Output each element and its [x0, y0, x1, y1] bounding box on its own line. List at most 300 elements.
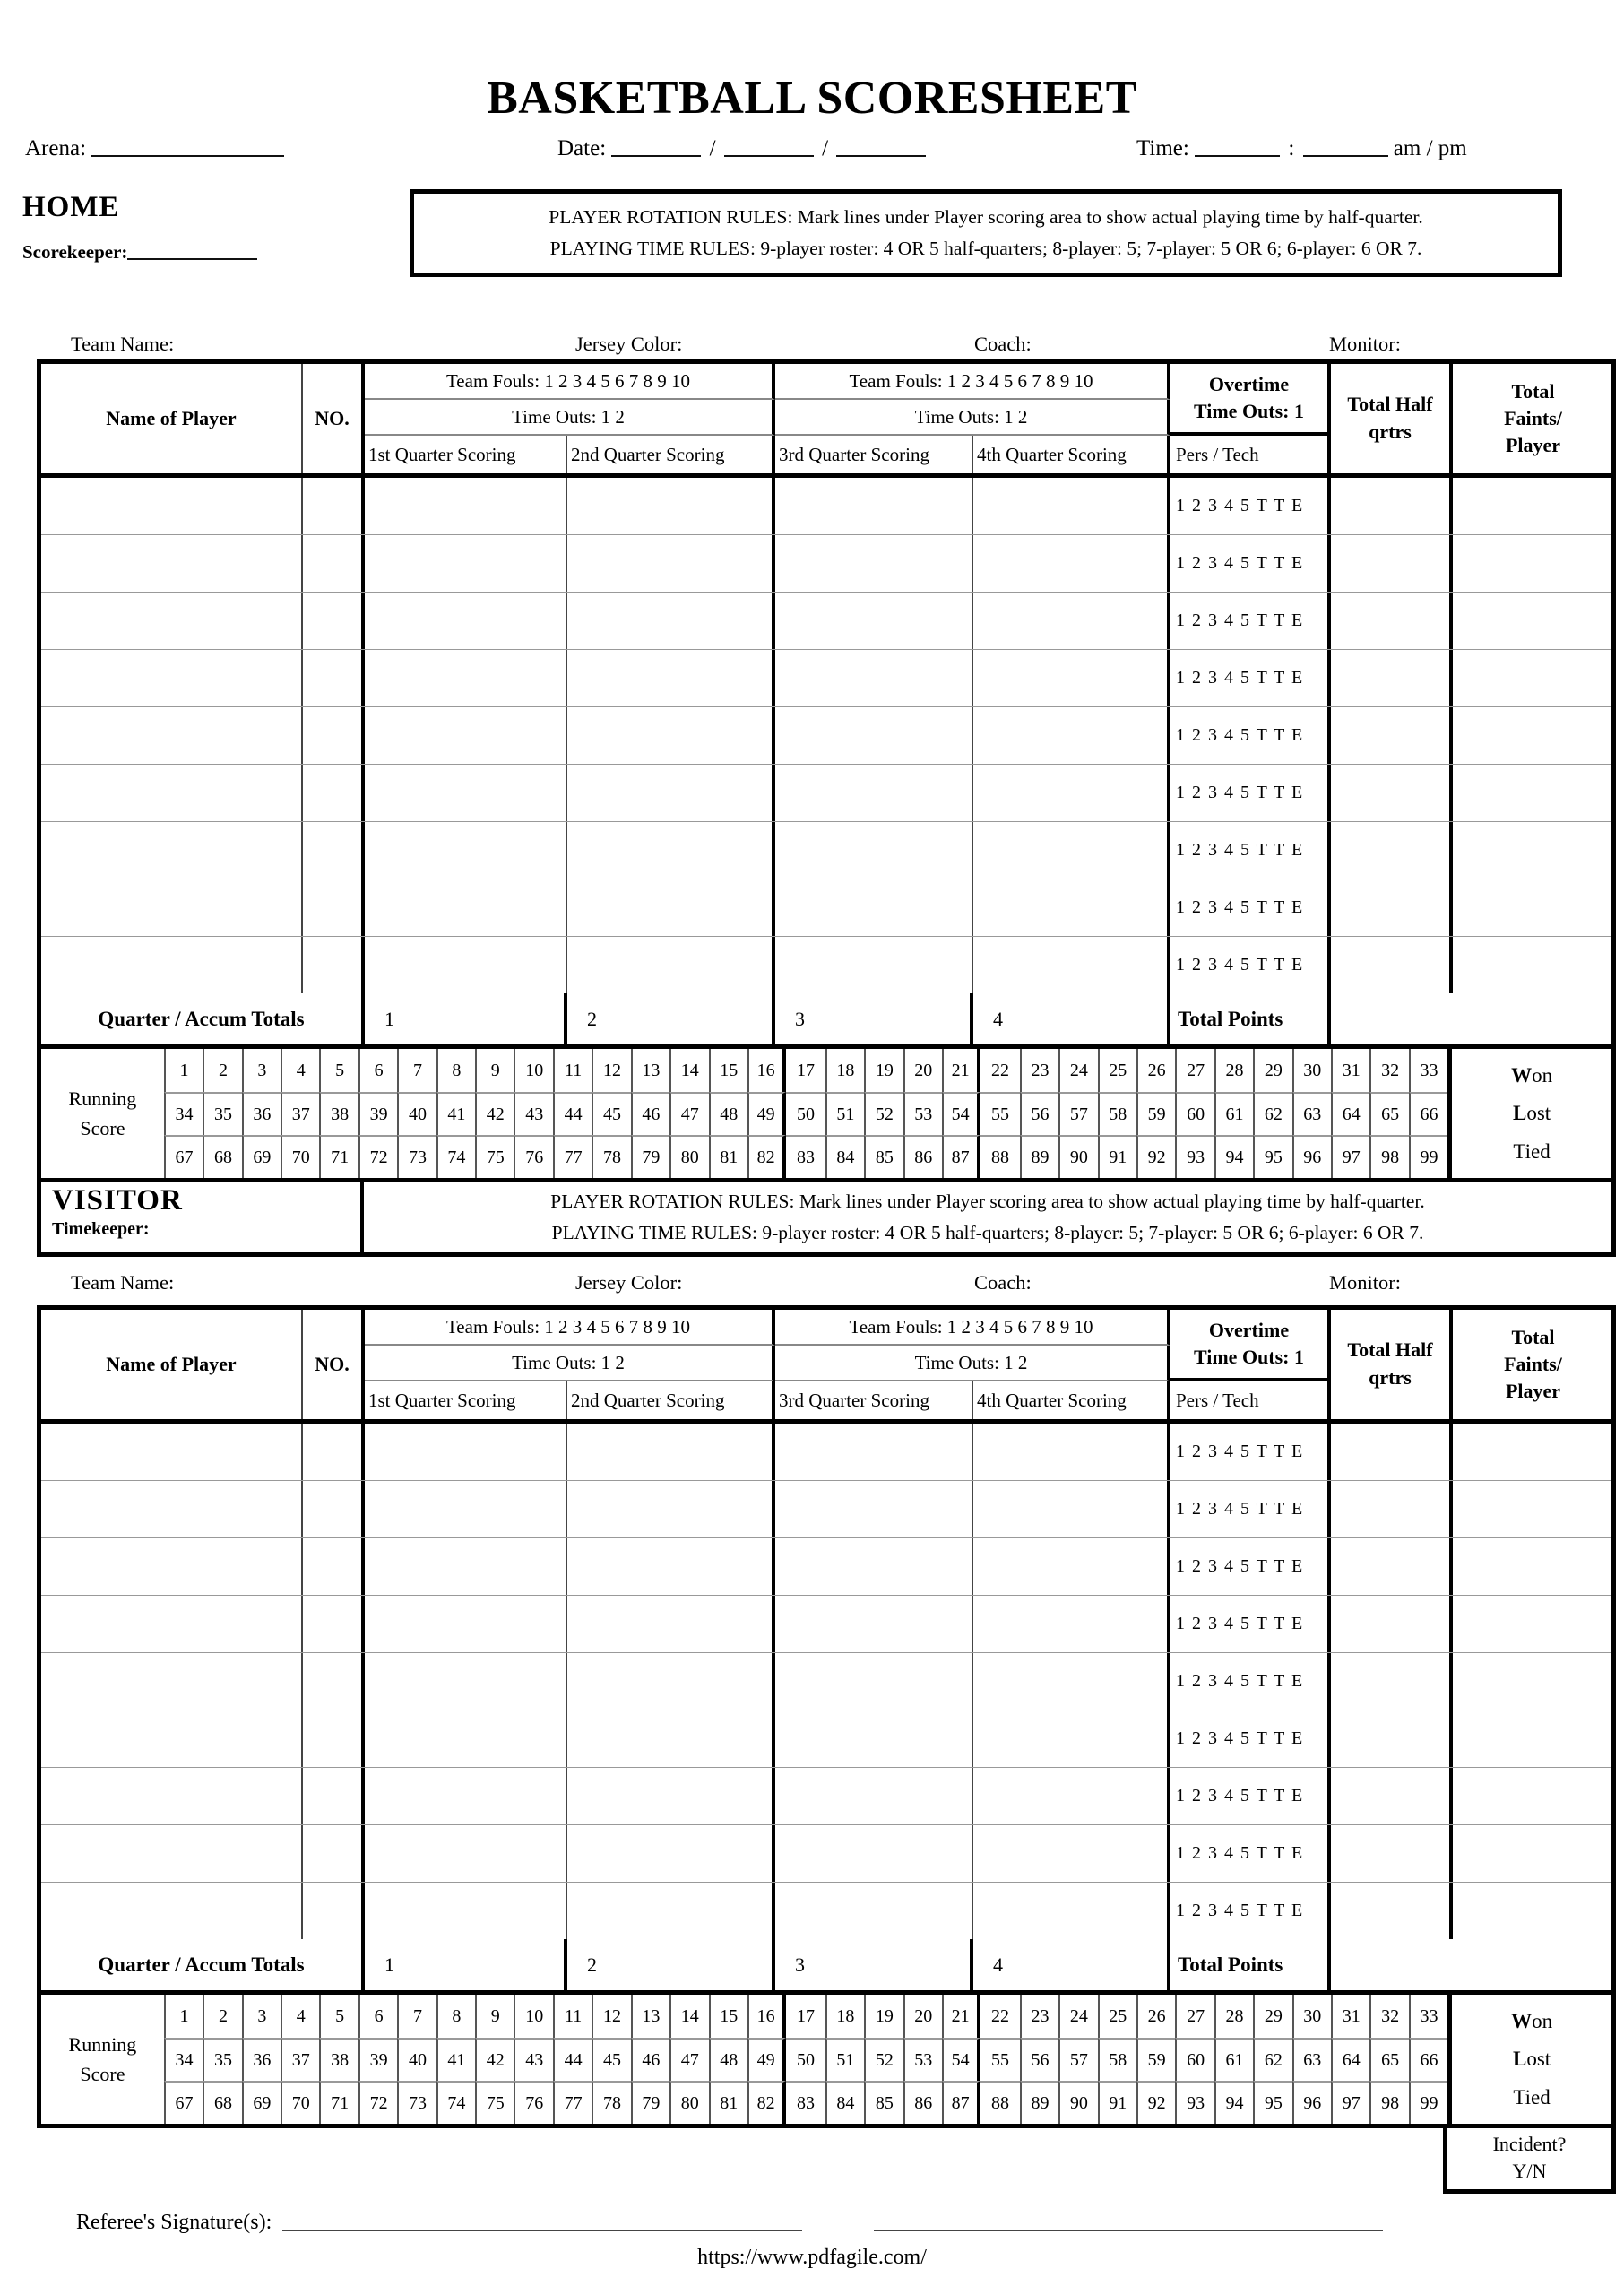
q1-scoring-cell [365, 650, 567, 706]
running-score-number: 35 [203, 1092, 241, 1135]
home-table-header [41, 364, 1611, 478]
running-score-number: 94 [1214, 1135, 1253, 1178]
q1-scoring-cell [365, 593, 567, 649]
running-score-number: 83 [786, 2081, 825, 2124]
personal-fouls-cell: 1 2 3 4 5 T T E [1170, 1768, 1331, 1824]
q3-scoring-cell [775, 937, 973, 993]
running-score-number: 20 [903, 1995, 942, 2038]
home-score-table [37, 359, 1616, 1182]
player-name-cell [41, 593, 303, 649]
running-score-number: 61 [1214, 2038, 1253, 2081]
running-score-number: 37 [281, 1092, 319, 1135]
visitor-label: VISITOR [52, 1184, 183, 1217]
total-faints-cell [1453, 535, 1613, 592]
running-label-line2: Score [80, 1117, 125, 1139]
total-half-cell [1331, 593, 1453, 649]
total-faints-line1: Total [1511, 1326, 1555, 1349]
running-score-number: 66 [1409, 2038, 1447, 2081]
running-score-number: 21 [942, 1995, 980, 2038]
total-half-cell [1331, 1424, 1453, 1480]
running-score-number: 3 [242, 1995, 281, 2038]
name-of-player-header: Name of Player [41, 1310, 303, 1419]
running-score-number: 44 [553, 2038, 592, 2081]
player-name-cell [41, 1596, 303, 1652]
running-score-number: 30 [1292, 1049, 1331, 1092]
time-outs-header-1: Time Outs: 1 2 [365, 400, 775, 436]
running-score-number: 77 [553, 2081, 592, 2124]
total-faints-cell [1453, 1825, 1613, 1882]
running-score-number: 99 [1409, 1135, 1447, 1178]
running-score-number: 17 [797, 2005, 816, 2026]
player-no-cell [303, 1710, 365, 1767]
running-score-number: 27 [1175, 1049, 1214, 1092]
q3-scoring-cell [775, 1481, 973, 1537]
name-of-player-header: Name of Player [41, 364, 303, 473]
total-faints-cell [1453, 1768, 1613, 1824]
player-name-cell [41, 1883, 303, 1939]
running-score-number: 14 [669, 1995, 708, 2038]
running-score-number: 91 [1098, 1135, 1136, 1178]
running-score-number: 67 [164, 1135, 203, 1178]
q1-scoring-cell [365, 1710, 567, 1767]
quarter-1-total-cell: 1 [365, 1939, 567, 1990]
personal-fouls-cell: 1 2 3 4 5 T T E [1170, 1596, 1331, 1652]
q4-scoring-cell [973, 879, 1170, 936]
time-label: Time: [1136, 136, 1189, 160]
roster-row [41, 650, 1611, 707]
q4-scoring-cell [973, 478, 1170, 534]
running-score-number: 2 [203, 1049, 241, 1092]
total-half-cell [1331, 1710, 1453, 1767]
total-points-value-cell [1331, 993, 1613, 1044]
arena-field [25, 134, 284, 161]
pers-tech-header: Pers / Tech [1170, 436, 1331, 473]
running-score-number: 60 [1175, 2038, 1214, 2081]
visitor-score-table [37, 1305, 1616, 2128]
running-score-number: 16 [747, 1995, 786, 2038]
personal-fouls-cell: 1 2 3 4 5 T T E [1170, 1883, 1331, 1939]
total-faints-cell [1453, 1538, 1613, 1595]
total-faints-line3: Player [1505, 1379, 1561, 1402]
running-score-number: 63 [1292, 1092, 1331, 1135]
running-score-number: 98 [1369, 1135, 1408, 1178]
running-score-number: 31 [1331, 1995, 1369, 2038]
quarter-accum-totals-label: Quarter / Accum Totals [41, 1939, 365, 1990]
running-score-number: 69 [242, 2081, 281, 2124]
running-score-number: 84 [825, 2081, 864, 2124]
running-score-number: 27 [1175, 1995, 1214, 2038]
total-half-cell [1331, 822, 1453, 879]
player-no-cell [303, 765, 365, 821]
running-score-number: 91 [1098, 2081, 1136, 2124]
running-score-number: 57 [1058, 1092, 1097, 1135]
quarter-3-total-cell: 3 [775, 1939, 973, 1990]
player-name-cell [41, 1768, 303, 1824]
q2-scoring-header: 2nd Quarter Scoring [567, 1381, 775, 1419]
q4-scoring-cell [973, 1768, 1170, 1824]
visitor-table-header [41, 1310, 1611, 1424]
running-score-number: 25 [1098, 1049, 1136, 1092]
running-score-number: 37 [281, 2038, 319, 2081]
running-score-number: 58 [1098, 2038, 1136, 2081]
q4-scoring-cell [973, 937, 1170, 993]
running-score-number: 21 [942, 1049, 980, 1092]
running-score-number: 72 [358, 1135, 397, 1178]
running-score-number: 22 [991, 2005, 1010, 2026]
running-score-number: 62 [1253, 2038, 1291, 2081]
personal-fouls-cell: 1 2 3 4 5 T T E [1170, 879, 1331, 936]
running-score-number: 90 [1058, 1135, 1097, 1178]
running-score-number: 73 [397, 2081, 436, 2124]
running-score-number: 6 [358, 1049, 397, 1092]
running-score-number: 95 [1253, 1135, 1291, 1178]
q4-scoring-header: 4th Quarter Scoring [973, 436, 1170, 473]
referee-signature-label: Referee's Signature(s): [76, 2211, 272, 2235]
coach-label: Coach: [974, 1271, 1032, 1294]
personal-fouls-cell: 1 2 3 4 5 T T E [1170, 1825, 1331, 1882]
running-score-number: 93 [1175, 1135, 1214, 1178]
result-lost-label: Lost [1513, 1102, 1551, 1124]
q3-scoring-cell [775, 535, 973, 592]
total-half-cell [1331, 1825, 1453, 1882]
running-score-number: 38 [319, 1092, 358, 1135]
q4-scoring-cell [973, 535, 1170, 592]
running-score-number: 93 [1175, 2081, 1214, 2124]
running-label-line1: Running [68, 1087, 137, 1110]
running-score-number: 26 [1136, 1995, 1175, 2038]
player-no-cell [303, 1653, 365, 1710]
q2-scoring-cell [567, 593, 775, 649]
q3-scoring-cell [775, 822, 973, 879]
player-name-cell [41, 1710, 303, 1767]
player-no-cell [303, 1768, 365, 1824]
q3-scoring-cell [775, 593, 973, 649]
running-score-number: 61 [1214, 1092, 1253, 1135]
running-score-number: 56 [1020, 2038, 1058, 2081]
quarter-2-total-cell: 2 [567, 1939, 775, 1990]
running-score-number: 81 [709, 2081, 747, 2124]
team-name-label: Team Name: [71, 1271, 175, 1294]
running-score-number: 23 [1020, 1995, 1058, 2038]
running-score-number: 31 [1331, 1049, 1369, 1092]
running-score-number: 14 [669, 1049, 708, 1092]
overtime-line2: Time Outs: 1 [1193, 400, 1305, 422]
running-score-number: 83 [786, 1135, 825, 1178]
running-score-number: 23 [1020, 1049, 1058, 1092]
running-score-number: 40 [397, 1092, 436, 1135]
roster-row [41, 1883, 1611, 1939]
running-score-number: 70 [281, 1135, 319, 1178]
running-score-number: 41 [436, 2038, 475, 2081]
running-score-number: 85 [864, 1135, 903, 1178]
total-half-line1: Total Half [1347, 1338, 1433, 1362]
running-score-number: 26 [1136, 1049, 1175, 1092]
player-no-cell [303, 1883, 365, 1939]
running-score-number: 80 [669, 2081, 708, 2124]
jersey-color-label: Jersey Color: [575, 1271, 683, 1294]
date-blank-month [611, 134, 701, 157]
q1-scoring-cell [365, 1481, 567, 1537]
quarter-2-total-cell: 2 [567, 993, 775, 1044]
total-faints-cell [1453, 650, 1613, 706]
running-score-number: 96 [1292, 1135, 1331, 1178]
total-faints-cell [1453, 478, 1613, 534]
running-score-number: 54 [942, 1092, 980, 1135]
q2-scoring-cell [567, 1596, 775, 1652]
running-score-number: 45 [592, 2038, 630, 2081]
player-no-cell [303, 1481, 365, 1537]
roster-row [41, 1481, 1611, 1538]
running-score-number: 4 [281, 1049, 319, 1092]
time-blank-minute [1303, 134, 1388, 157]
q2-scoring-header: 2nd Quarter Scoring [567, 436, 775, 473]
running-score-number: 10 [514, 1049, 552, 1092]
q2-scoring-cell [567, 879, 775, 936]
timekeeper-label: Timekeeper: [52, 1219, 150, 1239]
q3-scoring-cell [775, 1825, 973, 1882]
total-faints-cell [1453, 937, 1613, 993]
total-faints-cell [1453, 1596, 1613, 1652]
q2-scoring-cell [567, 1768, 775, 1824]
footer-url-link[interactable]: https://www.pdfagile.com/ [697, 2246, 927, 2270]
total-faints-line2: Faints/ [1504, 1353, 1562, 1376]
result-won-label: Won [1511, 1063, 1553, 1087]
running-score-number: 92 [1136, 2081, 1175, 2124]
total-half-line2: qrtrs [1369, 1366, 1412, 1389]
running-score-number: 97 [1331, 1135, 1369, 1178]
running-score-number: 42 [475, 1092, 514, 1135]
home-running-score [41, 1049, 1611, 1178]
q2-scoring-cell [567, 1653, 775, 1710]
q3-scoring-cell [775, 1596, 973, 1652]
player-name-cell [41, 1538, 303, 1595]
q2-scoring-cell [567, 1538, 775, 1595]
running-score-number: 88 [980, 2081, 1019, 2124]
running-score-number: 33 [1409, 1995, 1447, 2038]
running-score-number: 2 [203, 1995, 241, 2038]
roster-row [41, 593, 1611, 650]
rules-line1: PLAYER ROTATION RULES: Mark lines under Player scoring area to show actual playing time by half-quarter. [550, 1191, 1425, 1213]
q3-scoring-cell [775, 1538, 973, 1595]
player-name-cell [41, 535, 303, 592]
running-score-number: 44 [553, 1092, 592, 1135]
personal-fouls-cell: 1 2 3 4 5 T T E [1170, 1538, 1331, 1595]
running-score-number: 59 [1136, 1092, 1175, 1135]
overtime-line2: Time Outs: 1 [1193, 1346, 1305, 1368]
running-score-number: 19 [864, 1049, 903, 1092]
running-score-number: 57 [1058, 2038, 1097, 2081]
result-tied-label: Tied [1513, 1139, 1551, 1163]
q4-scoring-cell [973, 1825, 1170, 1882]
total-faints-cell [1453, 822, 1613, 879]
running-score-number: 79 [631, 2081, 669, 2124]
incident-question: Incident? [1492, 2133, 1567, 2155]
number-header: NO. [303, 364, 365, 473]
running-score-number: 9 [475, 1995, 514, 2038]
running-score-number: 33 [1409, 1049, 1447, 1092]
date-slash: / [709, 136, 716, 160]
running-score-number: 77 [553, 1135, 592, 1178]
running-score-number: 67 [164, 2081, 203, 2124]
running-score-number: 78 [592, 1135, 630, 1178]
running-score-number: 56 [1020, 1092, 1058, 1135]
running-score-number: 38 [319, 2038, 358, 2081]
q2-scoring-cell [567, 1710, 775, 1767]
player-no-cell [303, 1825, 365, 1882]
running-score-number: 48 [709, 1092, 747, 1135]
personal-fouls-cell: 1 2 3 4 5 T T E [1170, 822, 1331, 879]
visitor-running-score [41, 1995, 1611, 2124]
running-score-number: 71 [319, 2081, 358, 2124]
overtime-line1: Overtime [1208, 1319, 1290, 1342]
team-fouls-header-2: Team Fouls: 1 2 3 4 5 6 7 8 9 10 [775, 364, 1170, 400]
running-score-number: 4 [281, 1995, 319, 2038]
player-no-cell [303, 879, 365, 936]
q4-scoring-cell [973, 1710, 1170, 1767]
overtime-header [1170, 1310, 1331, 1381]
q4-scoring-header: 4th Quarter Scoring [973, 1381, 1170, 1419]
running-score-number: 75 [475, 2081, 514, 2124]
total-faints-cell [1453, 879, 1613, 936]
total-half-header [1331, 1310, 1453, 1419]
running-score-number: 87 [942, 1135, 980, 1178]
running-score-number: 72 [358, 2081, 397, 2124]
player-name-cell [41, 650, 303, 706]
personal-fouls-cell: 1 2 3 4 5 T T E [1170, 937, 1331, 993]
q2-scoring-cell [567, 535, 775, 592]
q2-scoring-cell [567, 650, 775, 706]
running-score-number: 70 [281, 2081, 319, 2124]
running-score-number: 60 [1175, 1092, 1214, 1135]
running-score-number: 73 [397, 1135, 436, 1178]
running-score-number: 24 [1058, 1995, 1097, 2038]
q3-scoring-cell [775, 650, 973, 706]
rules-box-visitor [364, 1182, 1611, 1252]
player-no-cell [303, 650, 365, 706]
roster-row [41, 822, 1611, 879]
running-score-number: 55 [980, 1092, 1019, 1135]
running-score-number: 34 [164, 2038, 203, 2081]
roster-row [41, 937, 1611, 993]
overtime-header [1170, 364, 1331, 436]
q2-scoring-cell [567, 822, 775, 879]
running-score-number: 28 [1214, 1049, 1253, 1092]
total-points-label: Total Points [1170, 993, 1331, 1044]
total-half-cell [1331, 478, 1453, 534]
running-score-number: 58 [1098, 1092, 1136, 1135]
running-score-number: 12 [592, 1049, 630, 1092]
running-score-number: 84 [825, 1135, 864, 1178]
roster-row [41, 765, 1611, 822]
q1-scoring-cell [365, 822, 567, 879]
running-score-number: 35 [203, 2038, 241, 2081]
date-blank-day [724, 134, 814, 157]
q2-scoring-cell [567, 478, 775, 534]
running-score-number: 95 [1253, 2081, 1291, 2124]
visitor-roster-body [41, 1424, 1611, 1939]
running-score-number: 13 [631, 1049, 669, 1092]
total-half-cell [1331, 535, 1453, 592]
running-score-number: 71 [319, 1135, 358, 1178]
q1-scoring-cell [365, 1883, 567, 1939]
running-score-number: 52 [864, 2038, 903, 2081]
q3-scoring-cell [775, 879, 973, 936]
total-faints-cell [1453, 1424, 1613, 1480]
personal-fouls-cell: 1 2 3 4 5 T T E [1170, 1653, 1331, 1710]
running-score-number: 54 [942, 2038, 980, 2081]
arena-blank [91, 134, 284, 157]
player-name-cell [41, 1481, 303, 1537]
team-name-label: Team Name: [71, 333, 175, 355]
running-score-number: 69 [242, 1135, 281, 1178]
running-score-number: 41 [436, 1092, 475, 1135]
running-score-number: 15 [709, 1049, 747, 1092]
q3-scoring-cell [775, 478, 973, 534]
running-score-number: 87 [942, 2081, 980, 2124]
running-score-label [41, 1049, 164, 1178]
time-outs-header-2: Time Outs: 1 2 [775, 400, 1170, 436]
running-score-number: 75 [475, 1135, 514, 1178]
running-score-number: 51 [825, 2038, 864, 2081]
q4-scoring-cell [973, 707, 1170, 764]
running-score-number: 32 [1369, 1049, 1408, 1092]
player-no-cell [303, 593, 365, 649]
total-faints-cell [1453, 593, 1613, 649]
running-score-number: 89 [1020, 2081, 1058, 2124]
q4-scoring-cell [973, 1596, 1170, 1652]
referee-signature-blank-2 [874, 2208, 1383, 2231]
result-box [1447, 1049, 1611, 1178]
q4-scoring-cell [973, 650, 1170, 706]
home-team-info-row [0, 333, 1624, 359]
running-score-number: 59 [1136, 2038, 1175, 2081]
running-score-number: 99 [1409, 2081, 1447, 2124]
date-field [557, 134, 926, 161]
q3-scoring-cell [775, 1883, 973, 1939]
visitor-team-info-row [0, 1271, 1624, 1298]
running-score-number: 29 [1253, 1995, 1291, 2038]
header-info-row [0, 134, 1624, 175]
running-score-grid [164, 1995, 1447, 2124]
running-score-number: 28 [1214, 1995, 1253, 2038]
running-score-number: 7 [397, 1995, 436, 2038]
roster-row [41, 1653, 1611, 1710]
player-name-cell [41, 937, 303, 993]
referee-signature-blank-1 [282, 2208, 802, 2231]
quarter-accum-totals-label: Quarter / Accum Totals [41, 993, 365, 1044]
running-score-number: 39 [358, 1092, 397, 1135]
quarter-1-total-cell: 1 [365, 993, 567, 1044]
date-blank-year [836, 134, 926, 157]
total-faints-cell [1453, 1883, 1613, 1939]
running-score-number: 42 [475, 2038, 514, 2081]
running-score-number: 29 [1253, 1049, 1291, 1092]
arena-label: Arena: [25, 136, 87, 160]
player-no-cell [303, 937, 365, 993]
roster-row [41, 1538, 1611, 1596]
running-label-line2: Score [80, 2063, 125, 2085]
q1-scoring-cell [365, 1538, 567, 1595]
home-roster-body [41, 478, 1611, 993]
roster-row [41, 879, 1611, 937]
q1-scoring-cell [365, 879, 567, 936]
running-score-number: 98 [1369, 2081, 1408, 2124]
q1-scoring-cell [365, 478, 567, 534]
running-score-number: 20 [903, 1049, 942, 1092]
personal-fouls-cell: 1 2 3 4 5 T T E [1170, 1481, 1331, 1537]
running-score-number: 50 [786, 2038, 825, 2081]
running-score-number: 55 [980, 2038, 1019, 2081]
